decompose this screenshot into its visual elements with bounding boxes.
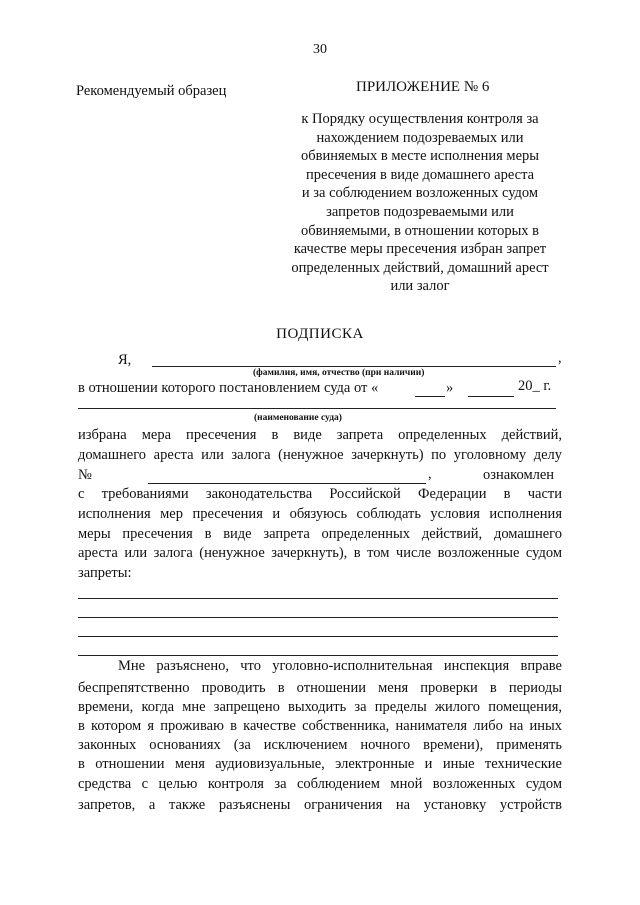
- quote-close: »: [446, 380, 454, 396]
- full-name-field[interactable]: [152, 366, 556, 367]
- appendix-line: качестве меры пресечения избран запрет: [293, 241, 547, 258]
- appendix-line: определенных действий, домашний арест: [291, 259, 549, 276]
- court-name-hint: (наименование суда): [254, 413, 342, 423]
- appendix-line: нахождением подозреваемых или: [316, 129, 524, 146]
- appendix-line: или залог: [390, 278, 450, 295]
- appendix-line: обвиняемыми, в отношении которых в: [300, 222, 540, 239]
- paragraph-line: ареста или залога (ненужное зачеркнуть), в том числе возложенные судом: [78, 545, 562, 561]
- restrictions-field-line[interactable]: [78, 598, 558, 599]
- document-title: ПОДПИСКА: [276, 326, 364, 342]
- paragraph-line: домашнего ареста или залога (ненужное зачеркнуть) по уголовному делу: [78, 447, 562, 463]
- decision-day-field[interactable]: [415, 396, 445, 397]
- sample-label: Рекомендуемый образец: [76, 83, 227, 99]
- paragraph-line: в отношении меня аудиовизуальные, электронные и иные технические: [78, 756, 562, 772]
- decision-month-field[interactable]: [468, 396, 514, 397]
- paragraph-line: беспрепятственно проводить в отношении меня проверки в периоды: [78, 680, 562, 696]
- paragraph-line: избрана мера пресечения в виде запрета определенных действий,: [78, 427, 562, 443]
- appendix-title: ПРИЛОЖЕНИЕ № 6: [356, 79, 490, 95]
- full-name-hint: (фамилия, имя, отчество (при наличии): [253, 368, 425, 378]
- case-number-field[interactable]: [148, 483, 426, 484]
- paragraph-line: времени, когда мне запрещено выходить за пределы жилого помещения,: [78, 699, 562, 715]
- appendix-description: [280, 110, 560, 296]
- acquainted-text: ознакомлен: [483, 467, 555, 483]
- appendix-line: пресечения в виде домашнего ареста: [305, 166, 535, 183]
- restrictions-field-line[interactable]: [78, 655, 558, 656]
- paragraph-line: средства с целью контроля за соблюдением мной возложенных судом: [78, 776, 562, 792]
- case-number-comma: ,: [428, 466, 432, 482]
- decision-date-text: в отношении которого постановлением суда от «: [78, 380, 379, 396]
- restrictions-field-line[interactable]: [78, 617, 558, 618]
- comma: ,: [558, 350, 562, 366]
- restrictions-field-line[interactable]: [78, 636, 558, 637]
- appendix-line: к Порядку осуществления контроля за: [301, 111, 539, 127]
- paragraph-line: запретов, а также разъяснены ограничения на установку устройств: [78, 797, 562, 813]
- appendix-line: запретов подозреваемыми или: [326, 203, 514, 220]
- paragraph-line: в котором я проживаю в качестве собственника, нанимателя либо на иных: [78, 718, 562, 734]
- decision-year-text: 20_ г.: [518, 378, 552, 394]
- case-number-label: №: [78, 467, 92, 483]
- paragraph-line: законных основаниях (за исключением ночного времени), применять: [78, 737, 562, 753]
- appendix-line: и за соблюдением возложенных судом: [301, 185, 539, 202]
- paragraph-line: меры пресечения в виде запрета определенных действий, домашнего: [78, 526, 562, 542]
- appendix-line: обвиняемых в месте исполнения меры: [300, 148, 540, 165]
- paragraph-line: исполнения мер пресечения и обязуюсь соблюдать условия исполнения: [78, 506, 562, 522]
- page-number: 30: [313, 42, 327, 57]
- i-label: Я,: [118, 352, 132, 368]
- court-name-field[interactable]: [78, 408, 556, 409]
- paragraph-line: Мне разъяснено, что уголовно-исполнительная инспекция вправе: [118, 658, 562, 674]
- paragraph-line: с требованиями законодательства Российской Федерации в части: [78, 486, 562, 502]
- paragraph-line: запреты:: [78, 565, 132, 581]
